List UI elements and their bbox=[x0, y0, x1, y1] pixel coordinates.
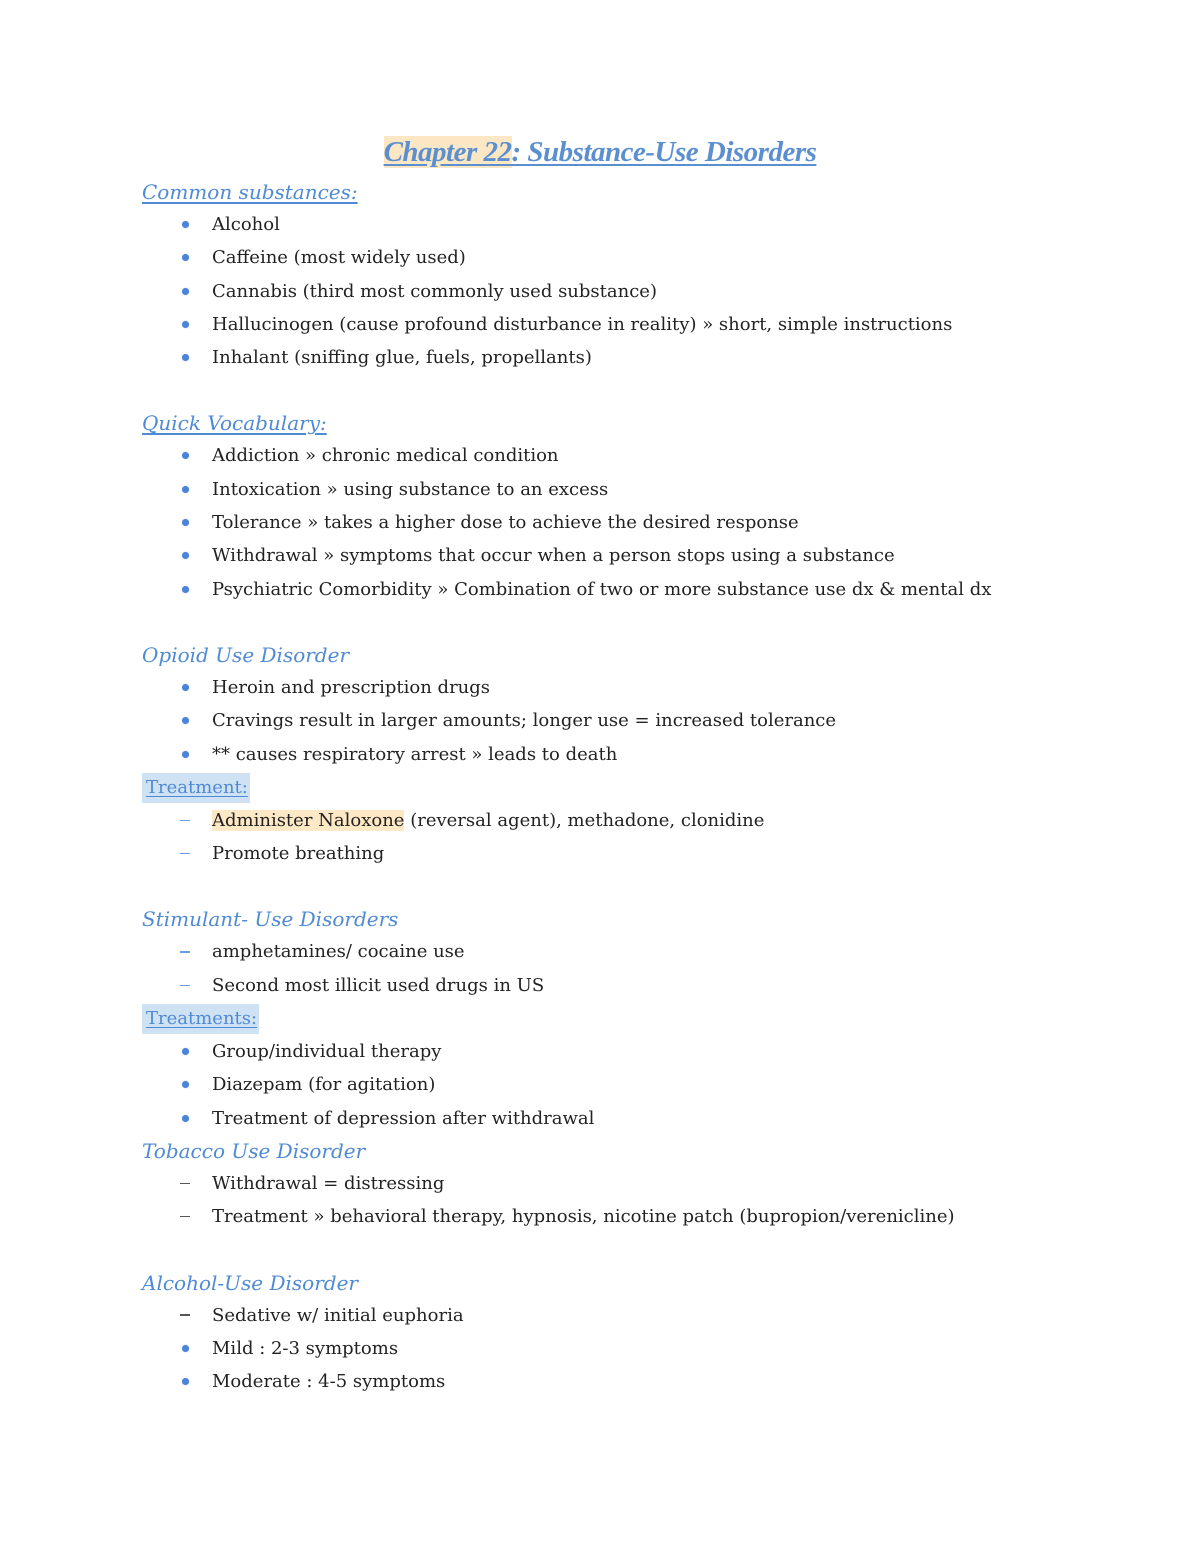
bullet-icon bbox=[178, 1035, 192, 1068]
bullet-icon bbox=[178, 539, 192, 572]
bullet-icon bbox=[178, 208, 192, 241]
dash-icon bbox=[178, 1200, 192, 1233]
bullet-icon bbox=[178, 1365, 192, 1398]
bullet-icon bbox=[178, 439, 192, 472]
list-item: Administer Naloxone (reversal agent), methadone, clonidine bbox=[142, 804, 1142, 837]
bullet-icon bbox=[178, 573, 192, 606]
dash-icon bbox=[178, 969, 192, 1002]
list-item: Treatment » behavioral therapy, hypnosis, nicotine patch (bupropion/verenicline) bbox=[142, 1200, 1142, 1233]
list-item: amphetamines/ cocaine use bbox=[142, 935, 1142, 968]
list-alcohol bbox=[142, 1299, 1142, 1399]
section-heading-tobacco-use-disorder: Tobacco Use Disorder bbox=[142, 1138, 366, 1163]
dash-icon bbox=[178, 935, 192, 968]
list-item: Sedative w/ initial euphoria bbox=[142, 1299, 1142, 1332]
list-item: Caffeine (most widely used) bbox=[142, 241, 1142, 274]
subheading-opioid-treatment: Treatment: bbox=[142, 773, 250, 803]
section-heading-stimulant-use-disorders: Stimulant- Use Disorders bbox=[142, 907, 399, 932]
list-item: ** causes respiratory arrest » leads to death bbox=[142, 738, 1142, 771]
bullet-icon bbox=[178, 308, 192, 341]
list-stimulant-treatments bbox=[142, 1035, 1142, 1135]
bullet-icon bbox=[178, 241, 192, 274]
dash-icon bbox=[178, 1299, 192, 1332]
list-item: Withdrawal = distressing bbox=[142, 1167, 1142, 1200]
list-item: Intoxication » using substance to an excess bbox=[142, 473, 1142, 506]
list-opioid bbox=[142, 671, 1142, 771]
bullet-icon bbox=[178, 704, 192, 737]
list-item: Moderate : 4-5 symptoms bbox=[142, 1365, 1142, 1398]
bullet-icon bbox=[178, 506, 192, 539]
list-opioid-treatment bbox=[142, 804, 1142, 871]
bullet-icon bbox=[178, 1102, 192, 1135]
section-heading-opioid-use-disorder: Opioid Use Disorder bbox=[142, 642, 350, 667]
list-item: Hallucinogen (cause profound disturbance in reality) » short, simple instructions bbox=[142, 308, 1142, 341]
list-item: Promote breathing bbox=[142, 837, 1142, 870]
title-rest: : Substance-Use Disorders bbox=[511, 136, 817, 168]
list-item: Diazepam (for agitation) bbox=[142, 1068, 1142, 1101]
list-item: Treatment of depression after withdrawal bbox=[142, 1102, 1142, 1135]
section-heading-quick-vocabulary: Quick Vocabulary: bbox=[142, 411, 327, 436]
dash-icon bbox=[178, 837, 192, 870]
dash-icon bbox=[178, 804, 192, 837]
bullet-icon bbox=[178, 671, 192, 704]
list-item: Withdrawal » symptoms that occur when a person stops using a substance bbox=[142, 539, 1142, 572]
list-common-substances bbox=[142, 208, 1142, 374]
list-item: Cannabis (third most commonly used substance) bbox=[142, 275, 1142, 308]
list-stimulant bbox=[142, 935, 1142, 1002]
list-item: Psychiatric Comorbidity » Combination of two or more substance use dx & mental dx bbox=[142, 573, 1142, 606]
naloxone-highlight: Administer Naloxone bbox=[212, 809, 405, 831]
list-item: Inhalant (sniffing glue, fuels, propellants) bbox=[142, 341, 1142, 374]
list-item: Group/individual therapy bbox=[142, 1035, 1142, 1068]
bullet-icon bbox=[178, 738, 192, 771]
list-tobacco bbox=[142, 1167, 1142, 1234]
bullet-icon bbox=[178, 1332, 192, 1365]
list-item: Mild : 2-3 symptoms bbox=[142, 1332, 1142, 1365]
list-item: Alcohol bbox=[142, 208, 1142, 241]
list-item: Cravings result in larger amounts; longer use = increased tolerance bbox=[142, 704, 1142, 737]
bullet-icon bbox=[178, 275, 192, 308]
section-heading-common-substances: Common substances: bbox=[142, 180, 358, 204]
list-item: Tolerance » takes a higher dose to achieve the desired response bbox=[142, 506, 1142, 539]
page-title bbox=[0, 136, 1200, 169]
bullet-icon bbox=[178, 341, 192, 374]
subheading-stimulant-treatments: Treatments: bbox=[142, 1004, 259, 1034]
dash-icon bbox=[178, 1167, 192, 1200]
section-heading-alcohol-use-disorder: Alcohol-Use Disorder bbox=[142, 1270, 358, 1295]
title-highlight: Chapter 22 bbox=[383, 136, 512, 168]
bullet-icon bbox=[178, 473, 192, 506]
list-item: Heroin and prescription drugs bbox=[142, 671, 1142, 704]
bullet-icon bbox=[178, 1068, 192, 1101]
list-item: Second most illicit used drugs in US bbox=[142, 969, 1142, 1002]
list-quick-vocabulary bbox=[142, 439, 1142, 605]
list-item: Addiction » chronic medical condition bbox=[142, 439, 1142, 472]
notes-content bbox=[142, 176, 1142, 1398]
